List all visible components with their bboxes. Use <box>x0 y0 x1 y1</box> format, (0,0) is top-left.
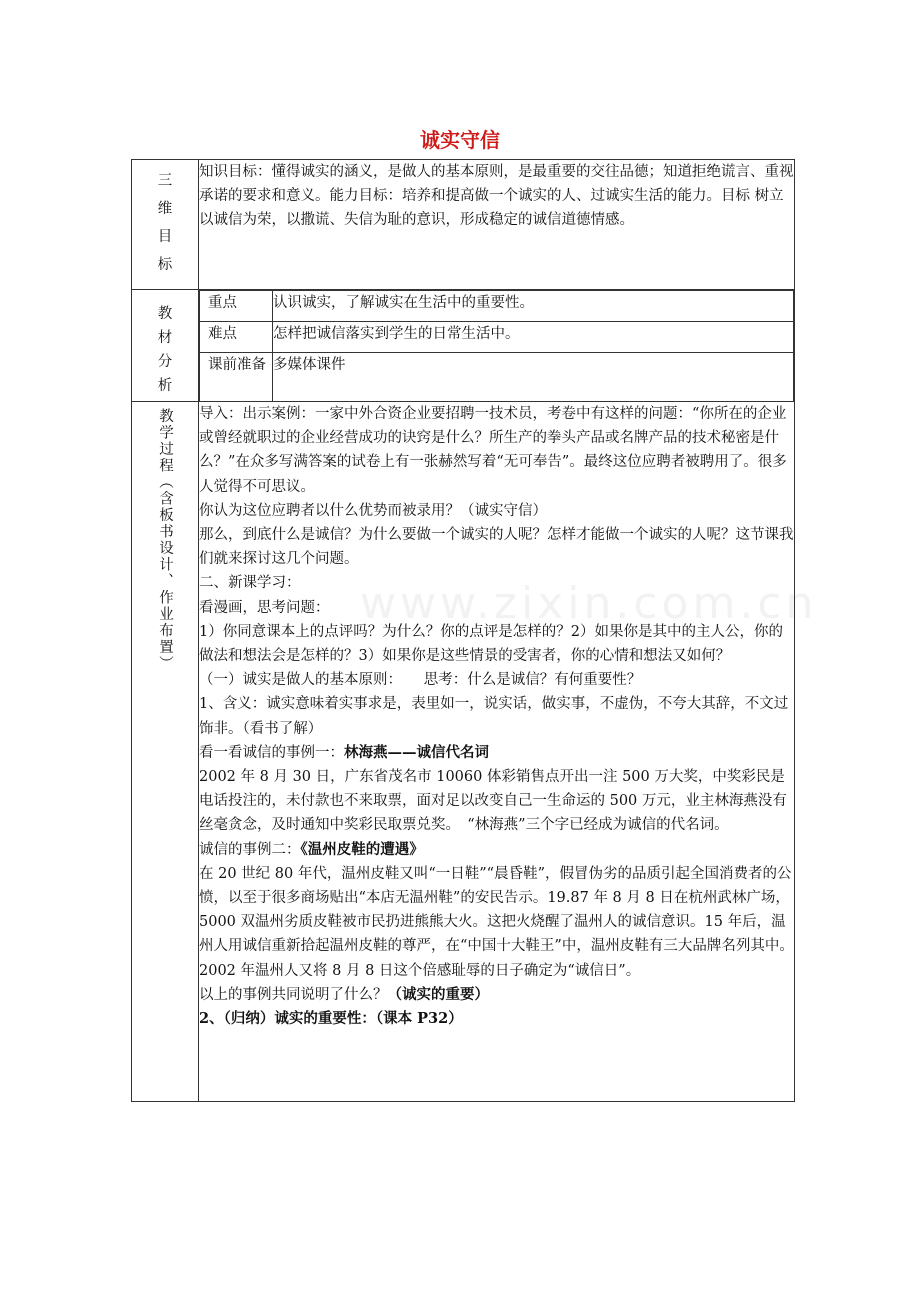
importance-line: 2、（归纳）诚实的重要性：（课本 P32） <box>199 1010 463 1028</box>
example2-lead: 诚信的事例二： <box>199 841 301 858</box>
example2-title: 《温州皮鞋的遭遇》 <box>300 840 424 858</box>
lesson-plan-table <box>131 159 794 1102</box>
preparation-value: 多媒体课件 <box>273 353 794 401</box>
label-char: 析 <box>157 378 173 394</box>
label-char: 教 <box>157 306 173 322</box>
example2-heading <box>199 838 794 862</box>
example2-text: 在 20 世纪 80 年代，温州皮鞋又叫“一日鞋”“晨昏鞋”，假冒伪劣的品质引起全国消费者的公愤，以至于很多商场贴出“本店无温州鞋”的安民告示。19.87 年 8 月 8 日在杭州武林广场，5000 双温州劣质皮鞋被市民扔进熊熊大火。这把火烧醒了温州人的诚信意识。15 年后，温州人用诚信重新拾起温州皮鞋的尊严，在“中国十大鞋王”中，温州皮鞋有三大品牌名列其中。2002 年温州人又将 8 月 8 日这个倍感耻辱的日子确定为“诚信日”。 <box>199 865 794 979</box>
paragraph: 看漫画，思考问题： <box>199 599 330 616</box>
objectives-label <box>132 160 199 290</box>
label-char: 三 <box>157 173 173 189</box>
preparation-label: 课前准备 <box>200 353 273 401</box>
paragraph: 你认为这位应聘者以什么优势而被录用？（诚实守信） <box>199 502 547 519</box>
difficulty-label: 难点 <box>200 322 273 353</box>
label-char: 维 <box>157 201 173 217</box>
watermark: www.zixin.com.cn <box>360 578 818 629</box>
paragraph: 1、含义：诚实意味着实事求是，表里如一，说实话，做实事，不虚伪，不夸大其辞，不文过饰非。（看书了解） <box>199 696 789 737</box>
summary-question: 以上的事例共同说明了什么？ <box>199 986 388 1003</box>
analysis-label <box>132 290 199 402</box>
example1-heading <box>199 741 794 765</box>
process-label: 教学过程（含板书设计、作业布置） <box>157 408 173 672</box>
label-char: 分 <box>157 354 173 370</box>
difficulty-value: 怎样把诚信落实到学生的日常生活中。 <box>273 322 794 353</box>
example1-lead: 看一看诚信的事例一： <box>199 744 344 761</box>
paragraph: 1）你同意课本上的点评吗？为什么？你的点评是怎样的？2）如果你是其中的主人公，你的做法和想法会是怎样的？3）如果你是这些情景的受害者，你的心情和想法又如何？ <box>199 623 783 665</box>
process-content <box>199 402 795 1102</box>
label-char: 材 <box>157 330 173 346</box>
label-char: 标 <box>157 257 173 273</box>
key-point-label: 重点 <box>200 291 273 322</box>
key-point-value: 认识诚实，了解诚实在生活中的重要性。 <box>273 291 794 322</box>
page-title: 诚实守信 <box>420 128 500 152</box>
paragraph: 那么，到底什么是诚信？为什么要做一个诚实的人呢？怎样才能做一个诚实的人呢？这节课我们就来探讨这几个问题。 <box>199 527 794 568</box>
label-char: 目 <box>157 229 173 245</box>
objectives-content: 知识目标：懂得诚实的涵义，是做人的基本原则，是最重要的交往品德；知道拒绝谎言、重视承诺的要求和意义。能力目标：培养和提高做一个诚实的人、过诚实生活的能力。目标 树立以诚信为荣，以撒谎、失信为耻的意识，形成稳定的诚信道德情感。 <box>199 160 795 290</box>
example1-text: 2002 年 8 月 30 日，广东省茂名市 10060 体彩销售点开出一注 500 万大奖，中奖彩民是电话投注的，未付款也不来取票，面对足以改变自己一生命运的 500 万元，业主林海燕没有丝毫贪念，及时通知中奖彩民取票兑奖。 “林海燕”三个字已经成为诚信的代名词。 <box>199 769 787 834</box>
process-label-cell <box>132 402 199 1102</box>
analysis-content <box>199 290 795 402</box>
paragraph: （一）诚实是做人的基本原则： 思考：什么是诚信？有何重要性？ <box>199 672 642 689</box>
summary-answer: （诚实的重要） <box>387 985 489 1003</box>
paragraph: 导入：出示案例：一家中外合资企业要招聘一技术员，考卷中有这样的问题：“你所在的企业或曾经就职过的企业经营成功的诀窍是什么？所生产的拳头产品或名牌产品的技术秘密是什么？”在众多写满答案的试卷上有一张赫然写着“无可奉告”。最终这位应聘者被聘用了。很多人觉得不可思议。 <box>199 406 787 495</box>
paragraph: 二、新课学习： <box>199 575 301 592</box>
example1-title: 林海燕——诚信代名词 <box>344 743 489 761</box>
summary-line <box>199 983 794 1007</box>
